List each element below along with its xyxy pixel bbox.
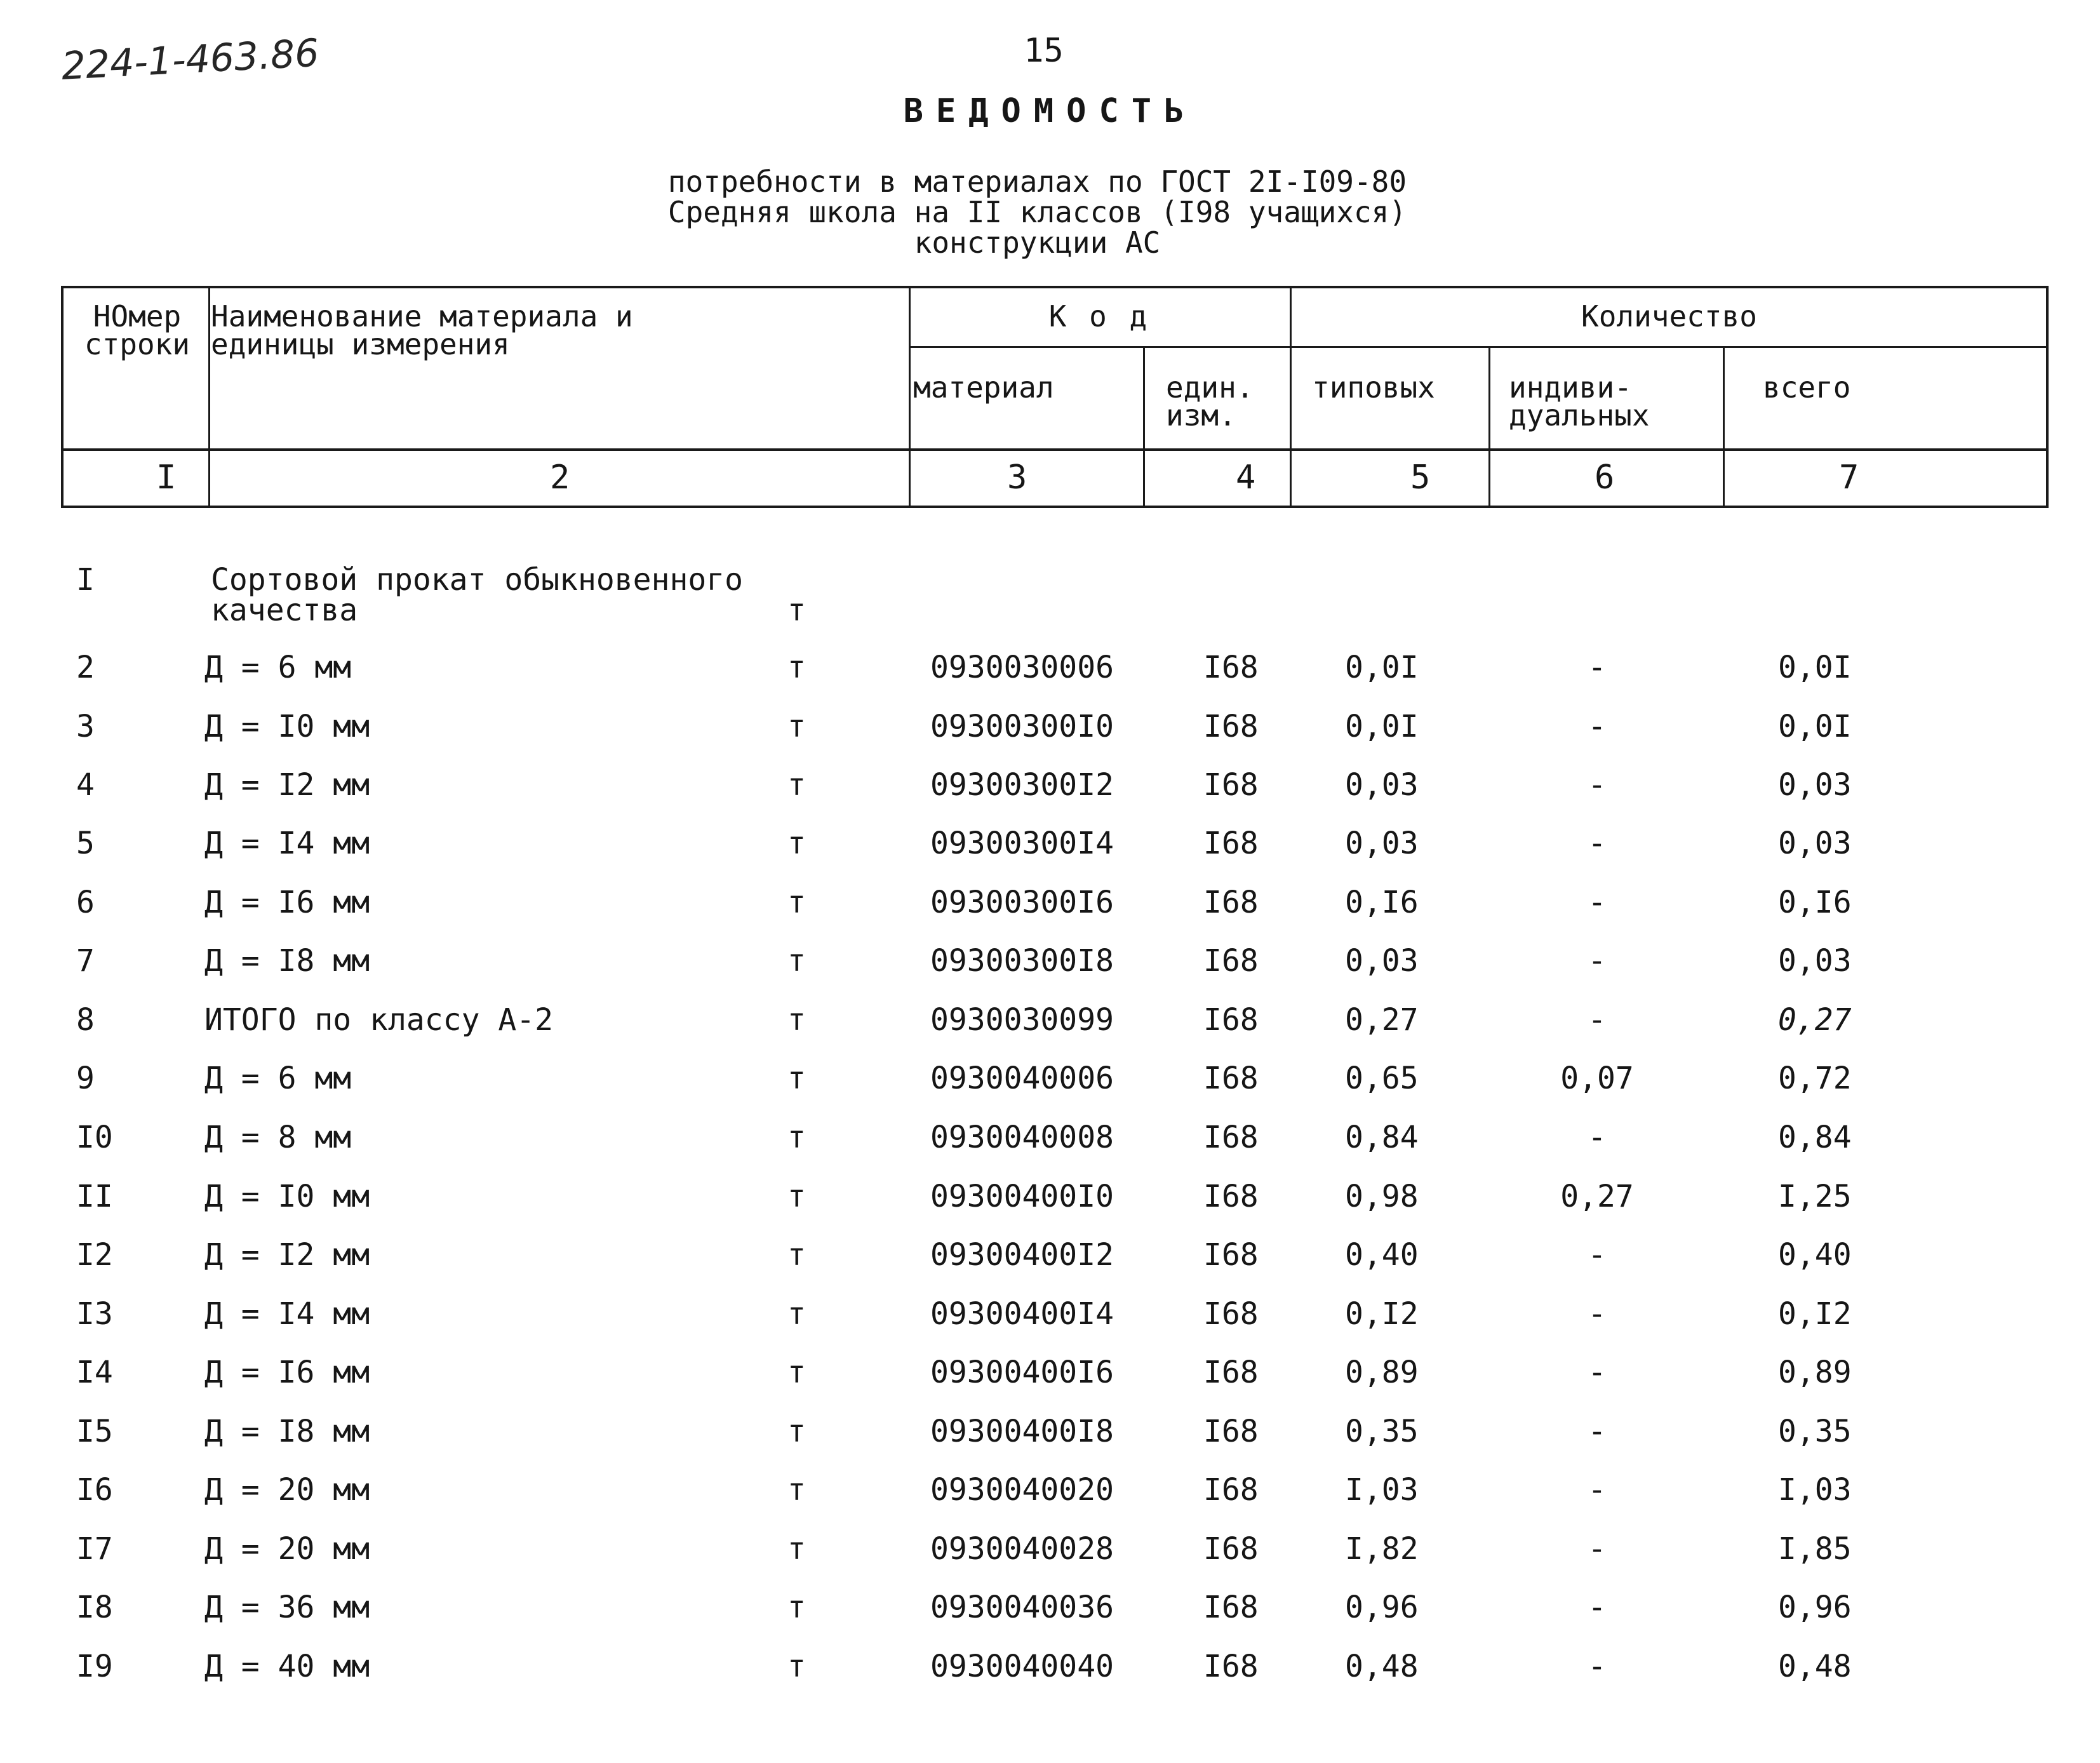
row-material-code: 09300300I6 [930, 885, 1114, 920]
header-index-6: 6 [1595, 459, 1615, 497]
table-row [0, 1472, 2100, 1531]
header-code-unit [1166, 370, 1254, 432]
row-unit-code: I68 [1203, 1179, 1259, 1214]
row-number: I2 [76, 1237, 113, 1273]
header-left-border [61, 286, 64, 508]
page-number [0, 32, 2100, 70]
row-name: Д = 8 мм [204, 1120, 352, 1155]
row-unit-code: I68 [1203, 650, 1259, 685]
row-unit: т [787, 1002, 806, 1038]
table-row [0, 562, 2100, 632]
header-top-border [61, 286, 2049, 288]
row-material-code: 09300400I6 [930, 1355, 1114, 1390]
header-index-7: 7 [1839, 459, 1859, 497]
page-title: ВЕДОМОСТЬ [903, 92, 1197, 130]
row-unit: т [787, 709, 806, 744]
row-material-code: 0930040028 [930, 1531, 1114, 1567]
row-typical: 0,96 [1345, 1590, 1419, 1625]
row-individual: - [1588, 1649, 1607, 1684]
row-total: 0,I2 [1778, 1296, 1852, 1332]
row-name: Д = I8 мм [204, 943, 370, 979]
row-unit: т [787, 1355, 806, 1390]
row-name: Д = 20 мм [204, 1531, 370, 1567]
row-unit: т [787, 826, 806, 861]
table-row [0, 1237, 2100, 1296]
table-row [0, 943, 2100, 1002]
subtitle-line-2: Средняя школа на II классов (I98 учащихся) [667, 195, 1407, 229]
row-total: 0,89 [1778, 1355, 1852, 1390]
row-name: Д = I2 мм [204, 767, 370, 803]
table-row [0, 650, 2100, 708]
header-qty-total: всего [1763, 370, 1851, 405]
row-typical: 0,03 [1345, 826, 1419, 861]
row-typical: 0,03 [1345, 767, 1419, 803]
row-number: I8 [76, 1590, 113, 1625]
row-material-code: 0930040020 [930, 1472, 1114, 1508]
table-row [0, 709, 2100, 767]
header-qty-individual-line-2: дуальных [1509, 398, 1650, 432]
row-typical: 0,98 [1345, 1179, 1419, 1214]
header-index-2: 2 [550, 459, 570, 497]
header-index-3: 3 [1007, 459, 1027, 497]
row-unit-code: I68 [1203, 1531, 1259, 1567]
table-row [0, 885, 2100, 943]
row-individual: - [1588, 1120, 1607, 1155]
row-typical: 0,0I [1345, 709, 1419, 744]
row-unit: т [787, 1179, 806, 1214]
row-typical: 0,40 [1345, 1237, 1419, 1273]
row-name: Сортовой прокат обыкновенного [211, 562, 744, 598]
row-total: I,03 [1778, 1472, 1852, 1508]
table-row [0, 1649, 2100, 1707]
header-col-num [80, 299, 194, 361]
header-col-num-line-2: строки [84, 327, 191, 361]
row-typical: 0,35 [1345, 1414, 1419, 1449]
row-individual: - [1588, 1237, 1607, 1273]
row-material-code: 09300400I8 [930, 1414, 1114, 1449]
row-individual: - [1588, 709, 1607, 744]
row-individual: - [1588, 1355, 1607, 1390]
row-material-code: 0930040006 [930, 1061, 1114, 1096]
row-total: 0,0I [1778, 709, 1852, 744]
row-material-code: 09300400I4 [930, 1296, 1114, 1332]
row-individual: - [1588, 1414, 1607, 1449]
row-unit: т [787, 1296, 806, 1332]
header-qty-group: Количество [1581, 299, 1757, 333]
header-col-num-line-1: НОмер [93, 299, 182, 333]
row-unit: т [787, 1120, 806, 1155]
row-name: Д = I8 мм [204, 1414, 370, 1449]
table-row [0, 1355, 2100, 1413]
row-name: Д = I0 мм [204, 1179, 370, 1214]
row-material-code: 09300300I8 [930, 943, 1114, 979]
row-unit: т [787, 885, 806, 920]
table-row [0, 1120, 2100, 1178]
row-typical: I,82 [1345, 1531, 1419, 1567]
row-unit: т [787, 943, 806, 979]
row-name: Д = I6 мм [204, 1355, 370, 1390]
row-number: I [76, 562, 95, 598]
row-typical: 0,89 [1345, 1355, 1419, 1390]
row-number: I6 [76, 1472, 113, 1508]
row-total: 0,03 [1778, 943, 1852, 979]
row-number: I7 [76, 1531, 113, 1567]
row-total: 0,27 [1778, 1002, 1852, 1038]
table-row [0, 1414, 2100, 1472]
subtitle-line-3: конструкции АС [914, 225, 1161, 260]
header-code-unit-line-2: изм. [1166, 398, 1236, 432]
row-unit: т [787, 1531, 806, 1567]
table-row [0, 1002, 2100, 1061]
header-col-name [211, 299, 633, 361]
row-unit-code: I68 [1203, 767, 1259, 803]
row-number: 8 [76, 1002, 95, 1038]
table-row [0, 1179, 2100, 1237]
header-group-divider [909, 346, 2049, 348]
row-unit: т [787, 1061, 806, 1096]
header-code-group: К о д [1048, 299, 1150, 333]
row-unit-code: I68 [1203, 885, 1259, 920]
header-code-material: материал [913, 370, 1054, 405]
row-individual: - [1588, 650, 1607, 685]
row-individual: - [1588, 1531, 1607, 1567]
row-material-code: 09300300I0 [930, 709, 1114, 744]
row-total: 0,72 [1778, 1061, 1852, 1096]
row-material-code: 09300400I2 [930, 1237, 1114, 1273]
row-total: 0,35 [1778, 1414, 1852, 1449]
row-name: Д = I6 мм [204, 885, 370, 920]
row-name: Д = 36 мм [204, 1590, 370, 1625]
row-unit: т [787, 1237, 806, 1273]
header-bottom-border [61, 506, 2049, 508]
row-individual: 0,27 [1560, 1179, 1634, 1214]
row-typical: 0,27 [1345, 1002, 1419, 1038]
header-index-1: I [156, 459, 177, 497]
row-typical: 0,I6 [1345, 885, 1419, 920]
row-number: I3 [76, 1296, 113, 1332]
row-individual: - [1588, 1002, 1607, 1038]
document-id: 224-1-463.86 [60, 30, 321, 89]
row-individual: - [1588, 943, 1607, 979]
row-material-code: 0930030006 [930, 650, 1114, 685]
header-divider-code-unit [1143, 347, 1145, 508]
header-divider-ind-tot [1723, 347, 1725, 508]
row-number: I4 [76, 1355, 113, 1390]
row-name: Д = 6 мм [204, 650, 352, 685]
row-total: 0,I6 [1778, 885, 1852, 920]
row-total: 0,40 [1778, 1237, 1852, 1273]
row-individual: - [1588, 1472, 1607, 1508]
row-number: I0 [76, 1120, 113, 1155]
table-row [0, 826, 2100, 884]
row-unit-code: I68 [1203, 1002, 1259, 1038]
row-number: 2 [76, 650, 95, 685]
row-typical: 0,I2 [1345, 1296, 1419, 1332]
table-row [0, 767, 2100, 826]
row-material-code: 09300300I4 [930, 826, 1114, 861]
row-name-continued: качества [211, 593, 358, 628]
row-unit: т [787, 650, 806, 685]
header-divider-typ-ind [1488, 347, 1490, 508]
row-individual: - [1588, 885, 1607, 920]
row-individual: - [1588, 1296, 1607, 1332]
row-typical: 0,0I [1345, 650, 1419, 685]
row-unit-code: I68 [1203, 1237, 1259, 1273]
row-material-code: 0930030099 [930, 1002, 1114, 1038]
row-name: Д = I2 мм [204, 1237, 370, 1273]
row-unit-code: I68 [1203, 709, 1259, 744]
header-qty-individual-line-1: индиви- [1509, 370, 1632, 405]
row-unit-code: I68 [1203, 826, 1259, 861]
row-total: 0,96 [1778, 1590, 1852, 1625]
row-typical: 0,65 [1345, 1061, 1419, 1096]
row-unit-code: I68 [1203, 1061, 1259, 1096]
row-individual: - [1588, 767, 1607, 803]
row-unit: т [787, 1414, 806, 1449]
row-name: Д = 40 мм [204, 1649, 370, 1684]
header-index-4: 4 [1236, 459, 1256, 497]
row-number: II [76, 1179, 113, 1214]
row-unit-code: I68 [1203, 943, 1259, 979]
row-typical: I,03 [1345, 1472, 1419, 1508]
row-name: Д = 20 мм [204, 1472, 370, 1508]
row-individual: - [1588, 826, 1607, 861]
row-total: 0,03 [1778, 826, 1852, 861]
row-unit: т [787, 593, 806, 628]
row-total: I,25 [1778, 1179, 1852, 1214]
row-number: 5 [76, 826, 95, 861]
row-name: Д = 6 мм [204, 1061, 352, 1096]
row-material-code: 09300400I0 [930, 1179, 1114, 1214]
row-unit-code: I68 [1203, 1296, 1259, 1332]
row-name: Д = I4 мм [204, 1296, 370, 1332]
header-col-name-line-1: Наименование материала и [211, 299, 633, 333]
row-total: 0,03 [1778, 767, 1852, 803]
row-unit-code: I68 [1203, 1355, 1259, 1390]
row-material-code: 0930040036 [930, 1590, 1114, 1625]
row-total: 0,0I [1778, 650, 1852, 685]
row-name: Д = I0 мм [204, 709, 370, 744]
row-number: I9 [76, 1649, 113, 1684]
header-index-5: 5 [1410, 459, 1431, 497]
page-number-text: 15 [1024, 32, 1064, 70]
row-individual: 0,07 [1560, 1061, 1634, 1096]
header-qty-typical: типовых [1312, 370, 1435, 405]
header-code-unit-line-1: един. [1166, 370, 1254, 405]
row-material-code: 0930040040 [930, 1649, 1114, 1684]
row-individual: - [1588, 1590, 1607, 1625]
row-number: 9 [76, 1061, 95, 1096]
row-typical: 0,48 [1345, 1649, 1419, 1684]
table-row [0, 1590, 2100, 1648]
row-unit: т [787, 1649, 806, 1684]
row-total: 0,84 [1778, 1120, 1852, 1155]
row-name: ИТОГО по классу А-2 [204, 1002, 554, 1038]
row-number: 7 [76, 943, 95, 979]
header-table [61, 286, 2049, 508]
row-typical: 0,84 [1345, 1120, 1419, 1155]
row-material-code: 0930040008 [930, 1120, 1114, 1155]
header-col-name-line-2: единицы измерения [211, 327, 510, 361]
subtitle-line-1: потребности в материалах по ГОСТ 2I-I09-80 [667, 164, 1407, 199]
header-qty-individual [1509, 370, 1650, 432]
row-total: I,85 [1778, 1531, 1852, 1567]
row-typical: 0,03 [1345, 943, 1419, 979]
row-unit-code: I68 [1203, 1590, 1259, 1625]
header-divider-num [208, 286, 210, 508]
row-unit-code: I68 [1203, 1414, 1259, 1449]
row-unit-code: I68 [1203, 1120, 1259, 1155]
table-row [0, 1061, 2100, 1119]
table-row [0, 1531, 2100, 1590]
header-index-divider [61, 448, 2049, 451]
row-number: I5 [76, 1414, 113, 1449]
row-number: 6 [76, 885, 95, 920]
row-unit: т [787, 1472, 806, 1508]
row-total: 0,48 [1778, 1649, 1852, 1684]
row-unit: т [787, 767, 806, 803]
row-unit: т [787, 1590, 806, 1625]
row-unit-code: I68 [1203, 1472, 1259, 1508]
row-unit-code: I68 [1203, 1649, 1259, 1684]
row-name: Д = I4 мм [204, 826, 370, 861]
row-number: 4 [76, 767, 95, 803]
row-material-code: 09300300I2 [930, 767, 1114, 803]
subtitle [0, 166, 2100, 258]
table-row [0, 1296, 2100, 1355]
row-number: 3 [76, 709, 95, 744]
